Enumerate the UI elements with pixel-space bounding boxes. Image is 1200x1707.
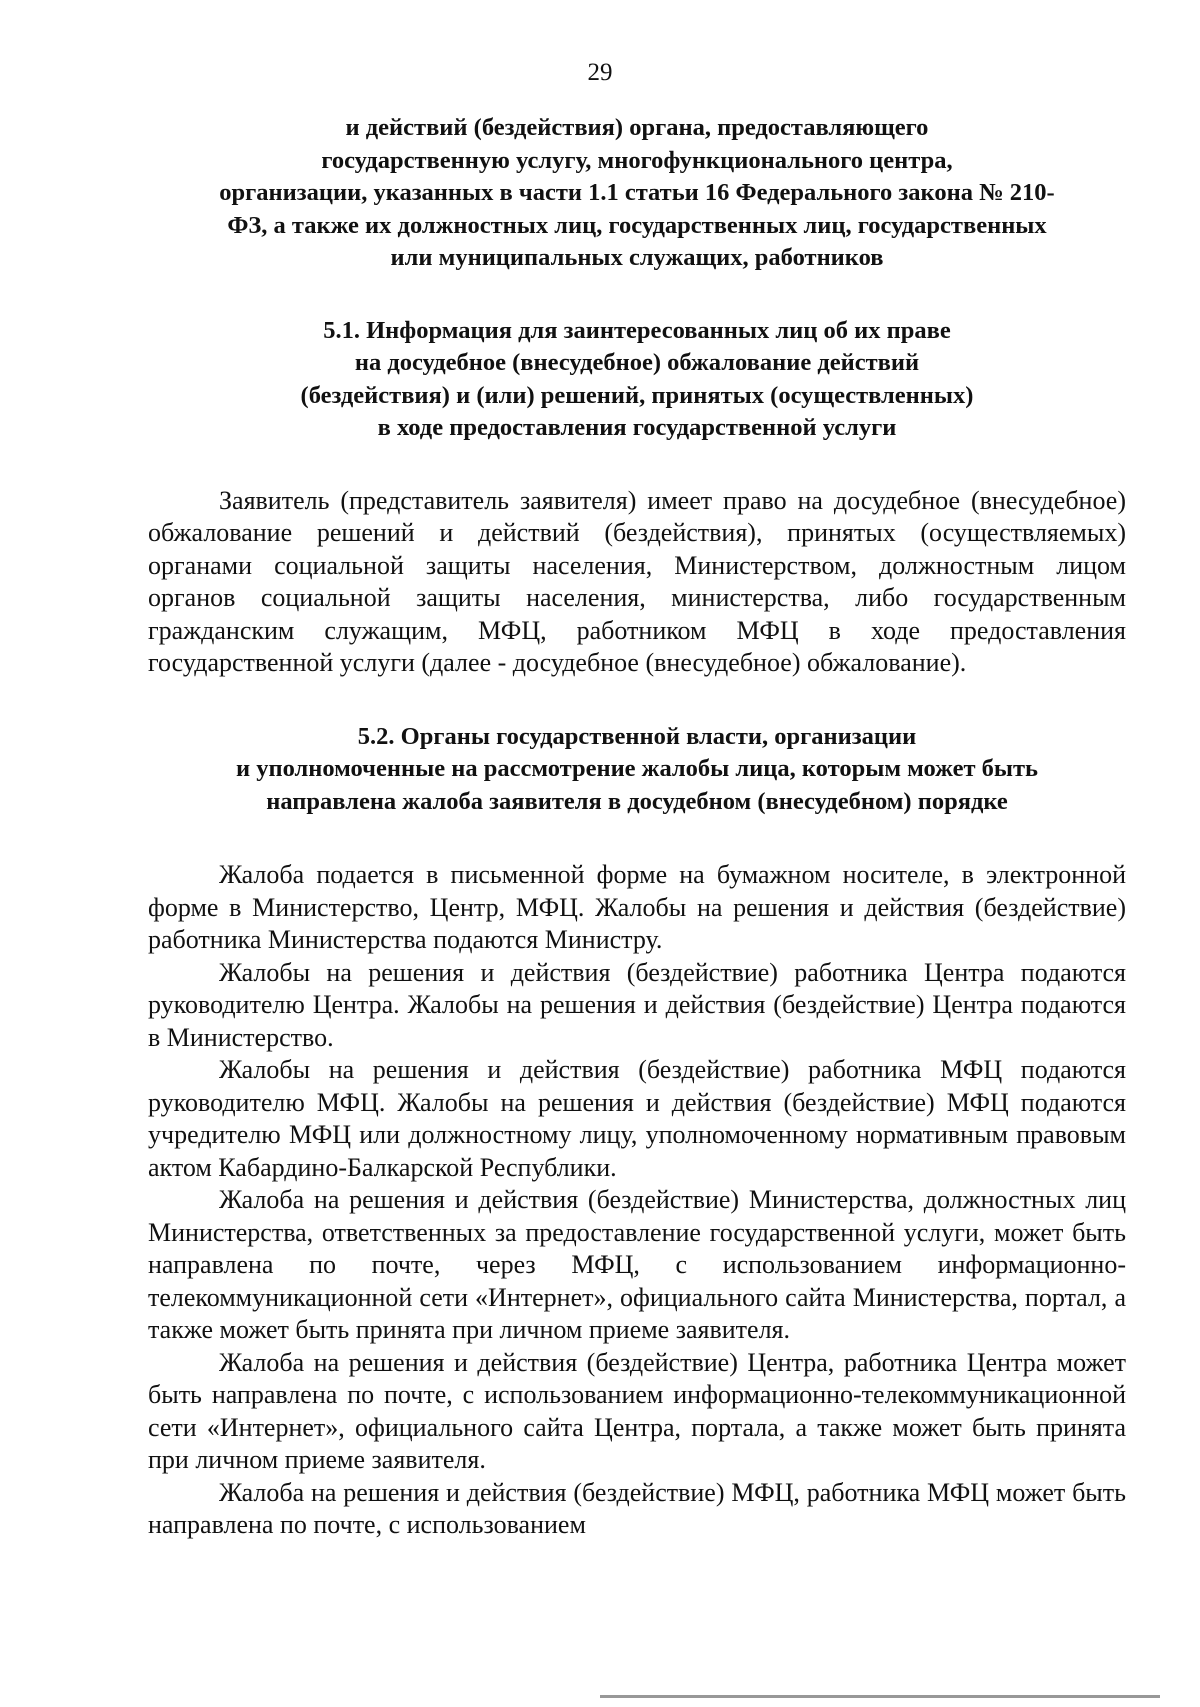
heading-line: и уполномоченные на рассмотрение жалобы лица, которым может быть xyxy=(236,755,1038,782)
section-title-continuation xyxy=(148,112,1126,275)
heading-line: организации, указанных в части 1.1 статьи 16 Федерального закона № 210- xyxy=(219,179,1055,206)
subsection-5-1-heading xyxy=(148,315,1126,445)
heading-line: и действий (бездействия) органа, предоставляющего xyxy=(345,114,929,141)
heading-line: в ходе предоставления государственной услуги xyxy=(377,414,897,441)
heading-line: государственную услугу, многофункционального центра, xyxy=(321,146,953,174)
heading-line: ФЗ, а также их должностных лиц, государственных лиц, государственных xyxy=(227,211,1047,239)
heading-line: 5.1. Информация для заинтересованных лиц об их праве xyxy=(323,316,951,344)
heading-line: направлена жалоба заявителя в досудебном (внесудебном) порядке xyxy=(266,787,1008,815)
page-number: 29 xyxy=(587,59,613,86)
subsection-5-2-heading xyxy=(148,721,1126,819)
paragraph: Жалоба подается в письменной форме на бумажном носителе, в электронной форме в Министерство, Центр, МФЦ. Жалобы на решения и действия (бездействие) работника Министерства подаются Министру. xyxy=(148,860,1126,954)
paragraph: Заявитель (представитель заявителя) имеет право на досудебное (внесудебное) обжалование решений и действий (бездействия), принятых (осуществляемых) органами социальной защиты населения, Министерством, должностным лицом органов социальной защиты населения, министерства, либо государственным гражданским служащим, МФЦ, работником МФЦ в ходе предоставления государственной услуги (далее - досудебное (внесудебное) обжалование). xyxy=(148,485,1126,677)
paragraph: Жалоба на решения и действия (бездействие) МФЦ, работника МФЦ может быть направлена по почте, с использованием xyxy=(148,1477,1126,1539)
heading-line: на досудебное (внесудебное) обжалование действий xyxy=(354,349,920,376)
subsection-5-2-body xyxy=(148,859,1126,1542)
heading-line: (бездействия) и (или) решений, принятых (осуществленных) xyxy=(300,381,974,409)
heading-line: 5.2. Органы государственной власти, организации xyxy=(357,722,917,750)
paragraph: Жалобы на решения и действия (бездействие) работника Центра подаются руководителю Центра. Жалобы на решения и действия (бездействие) Центра подаются в Министерство. xyxy=(148,957,1126,1052)
paragraph: Жалобы на решения и действия (бездействие) работника МФЦ подаются руководителю МФЦ. Жалобы на решения и действия (бездействие) МФЦ подаются учредителю МФЦ или должностному лицу, уполномоченному нормативным правовым актом Кабардино-Балкарской Республики. xyxy=(148,1055,1126,1182)
scan-edge-line xyxy=(600,1695,1160,1698)
paragraph: Жалоба на решения и действия (бездействие) Центра, работника Центра может быть направлена по почте, с использованием информационно-телекоммуникационной сети «Интернет», официального сайта Центра, портала, а также может быть принята при личном приеме заявителя. xyxy=(148,1347,1126,1474)
page-content xyxy=(148,112,1126,1542)
paragraph: Жалоба на решения и действия (бездействие) Министерства, должностных лиц Министерства, ответственных за предоставление государственной услуги, может быть направлена по почте, через МФЦ, с использованием информационно-телекоммуникационной сети «Интернет», официального сайта Министерства, портал, а также может быть принята при личном приеме заявителя. xyxy=(148,1185,1126,1344)
subsection-5-1-body xyxy=(148,485,1126,680)
heading-line: или муниципальных служащих, работников xyxy=(390,244,884,271)
